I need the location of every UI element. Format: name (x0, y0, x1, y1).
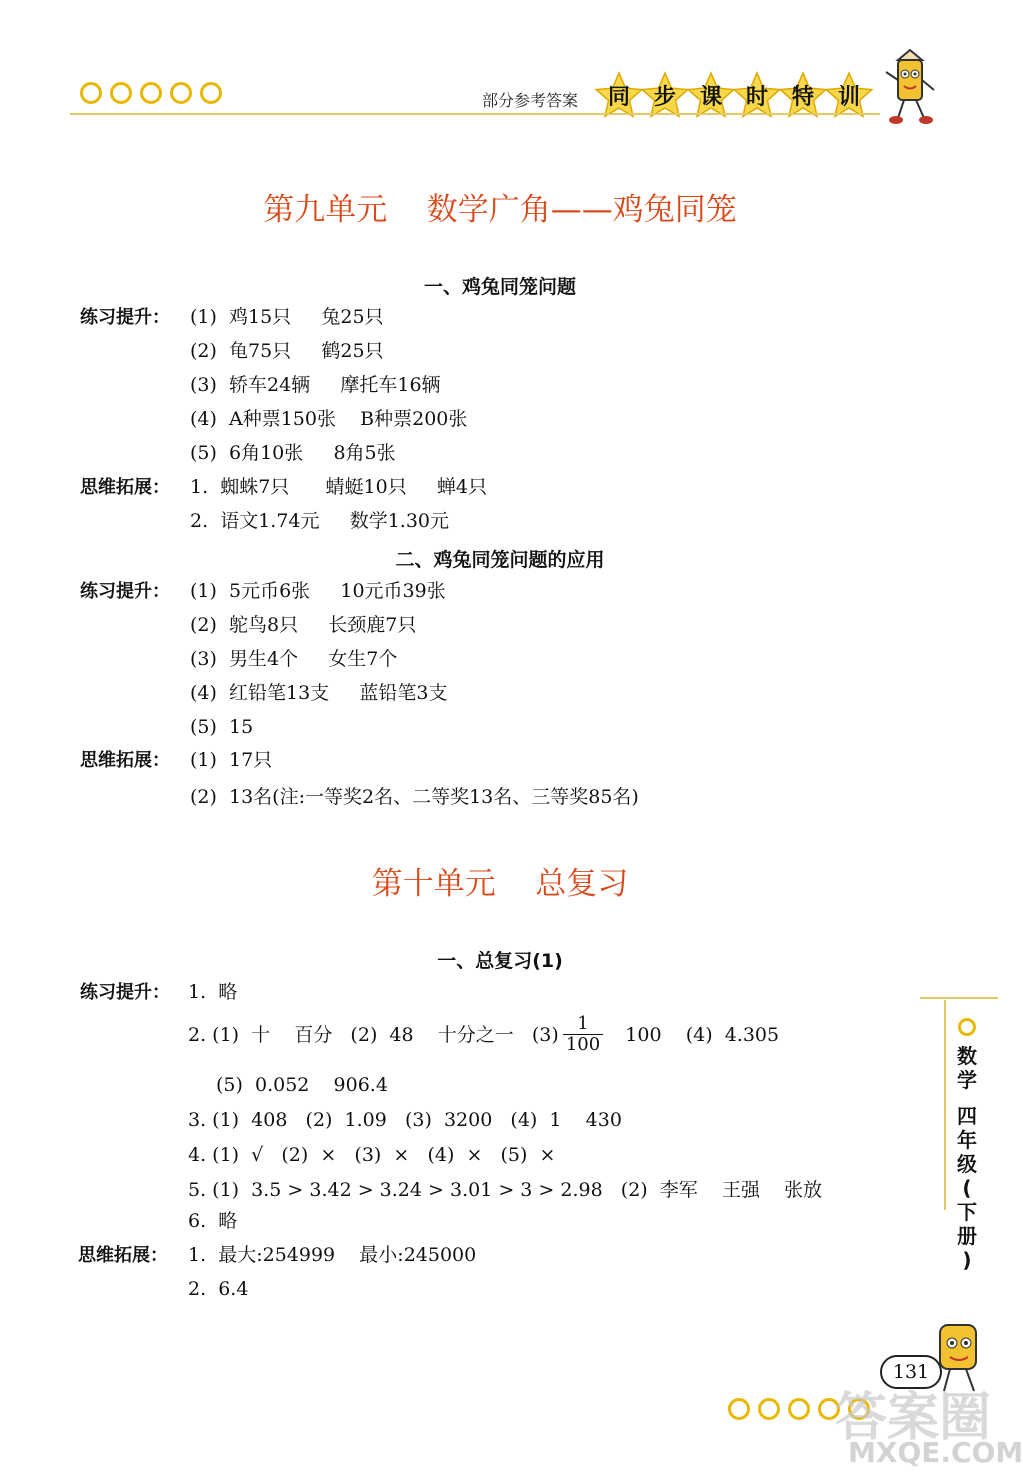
banner-char: 同 (607, 84, 630, 110)
answer-text: 2. (1) 十 百分 (2) 48 十分之一 (3) (188, 1023, 559, 1046)
practice-label: 练习提升： (80, 307, 170, 328)
answer-line: (2) 龟75只 鹤25只 (190, 340, 384, 362)
banner-char: 时 (745, 84, 768, 110)
sidebar-char: 年 (957, 1128, 977, 1152)
answer-line: 5. (1) 3.5 > 3.42 > 3.24 > 3.01 > 3 > 2.98 (2) 李军 王强 张放 (188, 1179, 823, 1201)
fraction-numerator: 1 (577, 1013, 589, 1034)
practice-label: 练习提升： (80, 581, 170, 602)
banner-char: 训 (837, 84, 860, 110)
banner-char: 特 (791, 84, 814, 110)
practice-label: 练习提升： (80, 982, 170, 1003)
header-label: 部分参考答案 (482, 91, 579, 110)
fraction (563, 1014, 603, 1055)
decor-circle (110, 82, 132, 104)
pencil-mascot-icon (880, 50, 940, 130)
answer-line: 2. 语文1.74元 数学1.30元 (190, 510, 450, 532)
sidebar-subject (953, 1044, 981, 1092)
sidebar-char: 学 (957, 1068, 977, 1092)
unit9-sec1-title: 一、鸡兔同笼问题 (423, 276, 576, 298)
answer-line: (1) 鸡15只 兔25只 (190, 306, 384, 328)
decor-circle (140, 82, 162, 104)
unit9-title: 第九单元 数学广角——鸡兔同笼 (263, 192, 737, 228)
thinking-label: 思维拓展： (80, 750, 170, 771)
sidebar-char: 下 (957, 1200, 977, 1224)
answer-line: (4) A种票150张 B种票200张 (190, 408, 468, 430)
fraction-denominator: 100 (563, 1034, 603, 1055)
banner-char: 课 (699, 84, 722, 110)
header-rule (70, 113, 880, 115)
answer-line: 1. 蜘蛛7只 蜻蜓10只 蝉4只 (190, 476, 487, 498)
decor-circle (170, 82, 192, 104)
answer-line: 1. 略 (188, 981, 238, 1003)
unit10-sec1-title: 一、总复习(1) (437, 950, 563, 972)
answer-line: (3) 轿车24辆 摩托车16辆 (190, 374, 441, 396)
answer-line: (2) 13名(注:一等奖2名、二等奖13名、三等奖85名) (190, 786, 639, 808)
answer-line: 3. (1) 408 (2) 1.09 (3) 3200 (4) 1 430 (188, 1109, 622, 1131)
sidebar-grade (953, 1104, 981, 1272)
sidebar-vertical-rule (944, 1000, 946, 1210)
answer-line: (1) 17只 (190, 749, 273, 771)
sidebar-char: 册 (957, 1224, 977, 1248)
sidebar-rule (920, 997, 998, 999)
decor-circle (788, 1398, 810, 1420)
decor-circle (80, 82, 102, 104)
unit9-sec2-title: 二、鸡兔同笼问题的应用 (395, 549, 605, 571)
answer-line: (1) 5元币6张 10元币39张 (190, 580, 446, 602)
decor-circle (958, 1018, 976, 1036)
watermark-logo: 答案圈 (835, 1388, 992, 1448)
decor-circle (728, 1398, 750, 1420)
sidebar-char: ( (962, 1176, 972, 1200)
thinking-label: 思维拓展： (78, 1245, 168, 1266)
sidebar-char: 数 (957, 1044, 977, 1068)
answer-line-with-fraction (188, 1014, 779, 1055)
answer-line: (4) 红铅笔13支 蓝铅笔3支 (190, 682, 448, 704)
sidebar-char: ) (962, 1248, 972, 1272)
decor-circle (758, 1398, 780, 1420)
answer-text: 100 (4) 4.305 (607, 1023, 780, 1046)
answer-line: 4. (1) √ (2) × (3) × (4) × (5) × (188, 1144, 556, 1166)
answer-line: 1. 最大:254999 最小:245000 (188, 1244, 477, 1266)
unit10-title: 第十单元 总复习 (371, 866, 629, 902)
answer-line: 6. 略 (188, 1210, 238, 1232)
banner-char: 步 (653, 84, 676, 110)
decor-circle (200, 82, 222, 104)
sidebar-char: 四 (957, 1104, 977, 1128)
answer-line: 2. 6.4 (188, 1278, 249, 1300)
answer-line: (5) 6角10张 8角5张 (190, 442, 396, 464)
answer-line: (2) 鸵鸟8只 长颈鹿7只 (190, 614, 417, 636)
page-number: 131 (880, 1355, 942, 1389)
header-decor-circles (80, 82, 222, 104)
sidebar-char: 级 (957, 1152, 977, 1176)
answer-line: (3) 男生4个 女生7个 (190, 648, 398, 670)
answer-line: (5) 0.052 906.4 (216, 1074, 388, 1096)
answer-line: (5) 15 (190, 716, 254, 738)
thinking-label: 思维拓展： (80, 477, 170, 498)
watermark-url: MXQE.COM (848, 1436, 1023, 1469)
